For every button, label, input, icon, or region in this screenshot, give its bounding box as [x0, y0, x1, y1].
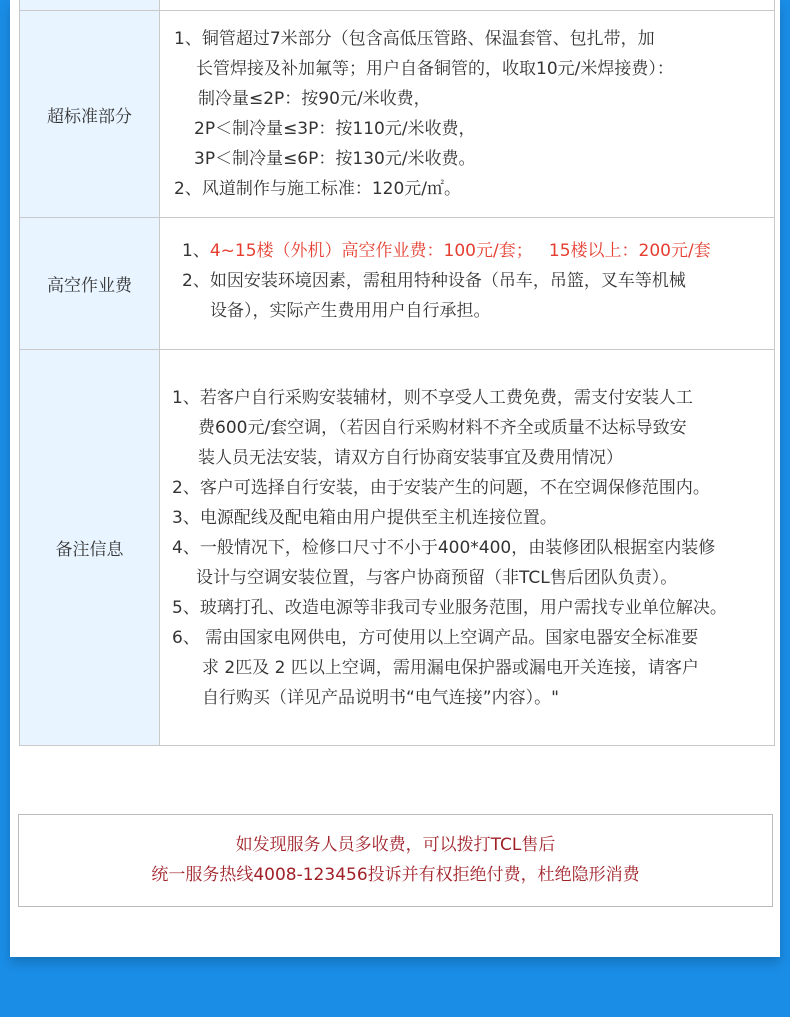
row-remarks	[20, 349, 774, 745]
text-line: 3P＜制冷量≤6P：按130元/米收费。	[194, 149, 476, 169]
text-line: 2P＜制冷量≤3P：按110元/米收费，	[194, 119, 476, 139]
text-line: 4、一般情况下，检修口尺寸不小于400*400，由装修团队根据室内装修	[172, 538, 716, 558]
row-high-altitude	[20, 217, 774, 349]
notice-line: 如发现服务人员多收费，可以拨打TCL售后	[235, 835, 556, 855]
row-label: 高空作业费	[20, 218, 160, 349]
notice-line: 统一服务热线4008-123456投诉并有权拒绝付费，杜绝隐形消费	[151, 865, 640, 885]
top-row-content-cell	[160, 0, 774, 10]
item-number: 1、	[182, 241, 210, 261]
fee-table	[19, 0, 775, 746]
text-line: 设计与空调安装位置，与客户协商预留（非TCL售后团队负责）。	[196, 568, 678, 588]
row-content	[160, 350, 774, 745]
text-line: 2、风道制作与施工标准：120元/㎡。	[174, 179, 461, 199]
row-over-standard	[20, 10, 774, 217]
row-content	[160, 11, 774, 217]
text-line: 3、电源配线及配电箱由用户提供至主机连接位置。	[172, 508, 557, 528]
text-line: 5、玻璃打孔、改造电源等非我司专业服务范围，用户需找专业单位解决。	[172, 598, 727, 618]
row-label: 备注信息	[20, 350, 160, 745]
overcharge-notice-box	[18, 814, 773, 907]
row-label: 超标准部分	[20, 11, 160, 217]
text-line: 1、若客户自行采购安装辅材，则不享受人工费免费，需支付安装人工	[172, 388, 693, 408]
top-row-label-cell	[20, 0, 160, 10]
text-line: 制冷量≤2P：按90元/米收费，	[198, 89, 431, 109]
text-line: 求 2匹及 2 匹以上空调，需用漏电保护器或漏电开关连接，请客户	[202, 658, 699, 678]
text-line: 2、如因安装环境因素，需租用特种设备（吊车，吊篮，叉车等机械	[182, 271, 686, 291]
text-line: 设备），实际产生费用用户自行承担。	[210, 301, 491, 321]
text-line: 2、客户可选择自行安装，由于安装产生的问题，不在空调保修范围内。	[172, 478, 710, 498]
text-line: 长管焊接及补加氟等；用户自备铜管的，收取10元/米焊接费）：	[196, 59, 674, 79]
row-content	[160, 218, 774, 349]
text-line: 费600元/套空调，（若因自行采购材料不齐全或质量不达标导致安	[198, 418, 687, 438]
text-line: 1、铜管超过7米部分（包含高低压管路、保温套管、包扎带，加	[174, 29, 655, 49]
top-row-fragment	[20, 0, 774, 10]
content-card	[10, 0, 780, 957]
text-line: 装人员无法安装，请双方自行协商安装事宜及费用情况）	[198, 448, 623, 468]
text-line: 6、 需由国家电网供电，方可使用以上空调产品。国家电器安全标准要	[172, 628, 699, 648]
highlight-fee-text: 4~15楼（外机）高空作业费：100元/套； 15楼以上：200元/套	[209, 241, 711, 261]
text-line: 自行购买（详见产品说明书“电气连接”内容）。"	[202, 688, 559, 708]
text-line	[160, 236, 774, 266]
